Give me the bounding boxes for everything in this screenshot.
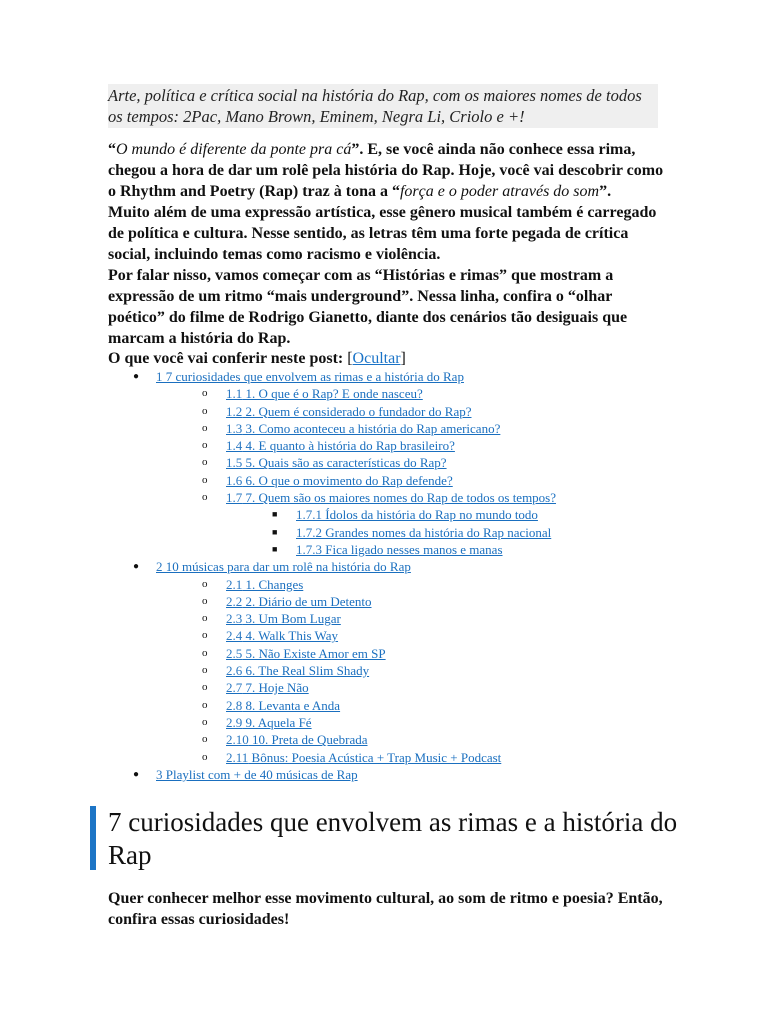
toc-link[interactable]: 2.10 10. Preta de Quebrada — [226, 732, 368, 748]
toc-bracket-close: ] — [400, 350, 406, 367]
toc-item — [108, 662, 668, 679]
toc-toggle-link[interactable]: Ocultar — [352, 350, 401, 367]
toc-link[interactable]: 1.6 6. O que o movimento do Rap defende? — [226, 472, 453, 488]
paragraph-historias: Por falar nisso, vamos começar com as “Histórias e rimas” que mostram a expressão de um ritmo “mais underground”. Nessa linha, confira o “olhar poético” do filme de Rodrigo Gianetto, diante dos cenários tão desiguais que marcam a história do Rap. — [108, 267, 628, 347]
circle-bullet-icon: o — [202, 664, 208, 677]
heading-accent-bar — [90, 806, 96, 870]
section-heading-block — [90, 806, 690, 872]
toc-link[interactable]: 2.1 1. Changes — [226, 576, 304, 592]
circle-bullet-icon: o — [202, 439, 208, 452]
circle-bullet-icon: o — [202, 750, 208, 763]
circle-bullet-icon: o — [202, 491, 208, 504]
toc-bracket-open: [ — [347, 350, 353, 367]
disc-bullet-icon: ● — [133, 371, 140, 382]
toc-link[interactable]: 1.2 2. Quem é considerado o fundador do Rap? — [226, 403, 472, 419]
section-heading: 7 curiosidades que envolvem as rimas e a história do Rap — [108, 807, 678, 870]
circle-bullet-icon: o — [202, 715, 208, 728]
toc-label: O que você vai conferir neste post: — [108, 350, 348, 367]
toc-item — [108, 558, 668, 575]
disc-bullet-icon: ● — [133, 561, 140, 573]
circle-bullet-icon: o — [202, 698, 208, 711]
table-of-contents — [108, 368, 668, 783]
paragraph-intro-end: ”. — [599, 183, 612, 200]
toc-item — [108, 368, 668, 385]
toc-link[interactable]: 2.11 Bônus: Poesia Acústica + Trap Music + Podcast — [226, 749, 502, 765]
circle-bullet-icon: o — [202, 404, 208, 417]
circle-bullet-icon: o — [202, 421, 208, 434]
quote-forca: força e o poder através do som — [399, 183, 600, 200]
circle-bullet-icon: o — [202, 629, 208, 642]
toc-item — [108, 645, 668, 662]
circle-bullet-icon: o — [202, 681, 208, 694]
toc-link[interactable]: 2.3 3. Um Bom Lugar — [226, 611, 341, 627]
paragraph-intro — [108, 139, 668, 202]
toc-link[interactable]: 1.1 1. O que é o Rap? E onde nasceu? — [226, 386, 423, 402]
toc-link[interactable]: 2.9 9. Aquela Fé — [226, 714, 312, 730]
circle-bullet-icon: o — [202, 387, 208, 400]
toc-item — [108, 489, 668, 506]
toc-item — [108, 524, 668, 541]
circle-bullet-icon: o — [202, 612, 208, 625]
toc-item — [108, 403, 668, 420]
article-subtitle: Arte, política e crítica social na história do Rap, com os maiores nomes de todos os tempos: 2Pac, Mano Brown, Eminem, Negra Li, Criolo e +! — [108, 84, 658, 128]
toc-link[interactable]: 1.7.2 Grandes nomes da história do Rap nacional — [296, 524, 552, 540]
paragraph-intro-text: ”. E, se você ainda não conhece essa rima, chegou a hora de dar um rolê pela história do Rap. Hoje, você vai descobrir como o Rhythm and Poetry (Rap) traz à tona a “ — [108, 141, 664, 200]
toc-link[interactable]: 1.3 3. Como aconteceu a história do Rap americano? — [226, 420, 501, 436]
toc-item — [108, 541, 668, 558]
toc-item — [108, 454, 668, 471]
toc-item — [108, 385, 668, 402]
toc-link[interactable]: 2.7 7. Hoje Não — [226, 680, 309, 696]
toc-item — [108, 731, 668, 748]
square-bullet-icon: ■ — [272, 543, 278, 554]
toc-item — [108, 506, 668, 523]
toc-link[interactable]: 2.8 8. Levanta e Anda — [226, 697, 341, 713]
quote-open: “ — [108, 141, 116, 158]
toc-link[interactable]: 2.2 2. Diário de um Detento — [226, 593, 372, 609]
circle-bullet-icon: o — [202, 733, 208, 746]
article-body — [108, 84, 668, 783]
circle-bullet-icon: o — [202, 646, 208, 659]
toc-item — [108, 697, 668, 714]
toc-link[interactable]: 1.5 5. Quais são as características do Rap? — [226, 455, 447, 471]
paragraph-politica: Muito além de uma expressão artística, esse gênero musical também é carregado de política e cultura. Nesse sentido, as letras têm uma forte pegada de crítica social, incluindo temas como racismo e violência. — [108, 204, 657, 263]
toc-link[interactable]: 1.7.1 Ídolos da história do Rap no mundo todo — [296, 507, 538, 523]
toc-item — [108, 627, 668, 644]
toc-link[interactable]: 1.4 4. E quanto à história do Rap brasileiro? — [226, 438, 455, 454]
toc-link[interactable]: 2.5 5. Não Existe Amor em SP — [226, 645, 386, 661]
toc-link[interactable]: 2 10 músicas para dar um rolê na história do Rap — [156, 559, 411, 575]
circle-bullet-icon: o — [202, 594, 208, 607]
toc-header — [108, 349, 668, 368]
disc-bullet-icon: ● — [133, 768, 140, 780]
toc-item — [108, 714, 668, 731]
toc-link[interactable]: 1 7 curiosidades que envolvem as rimas e a história do Rap — [156, 369, 464, 384]
toc-link[interactable]: 1.7.3 Fica ligado nesses manos e manas — [296, 541, 503, 557]
toc-item — [108, 472, 668, 489]
toc-item — [108, 679, 668, 696]
toc-item — [108, 420, 668, 437]
toc-item — [108, 437, 668, 454]
toc-link[interactable]: 2.6 6. The Real Slim Shady — [226, 663, 370, 679]
toc-item — [108, 766, 668, 783]
toc-item — [108, 610, 668, 627]
section-intro: Quer conhecer melhor esse movimento cultural, ao som de ritmo e poesia? Então, confira essas curiosidades! — [108, 890, 663, 928]
toc-item — [108, 749, 668, 766]
circle-bullet-icon: o — [202, 456, 208, 469]
quote-ponte: O mundo é diferente da ponte pra cá — [116, 141, 352, 158]
circle-bullet-icon: o — [202, 577, 208, 590]
toc-link[interactable]: 3 Playlist com + de 40 músicas de Rap — [156, 766, 358, 782]
toc-link[interactable]: 2.4 4. Walk This Way — [226, 628, 339, 644]
circle-bullet-icon: o — [202, 473, 208, 486]
toc-link[interactable]: 1.7 7. Quem são os maiores nomes do Rap de todos os tempos? — [226, 490, 557, 506]
toc-item — [108, 593, 668, 610]
square-bullet-icon: ■ — [272, 526, 278, 537]
square-bullet-icon: ■ — [272, 509, 278, 520]
toc-item — [108, 576, 668, 593]
